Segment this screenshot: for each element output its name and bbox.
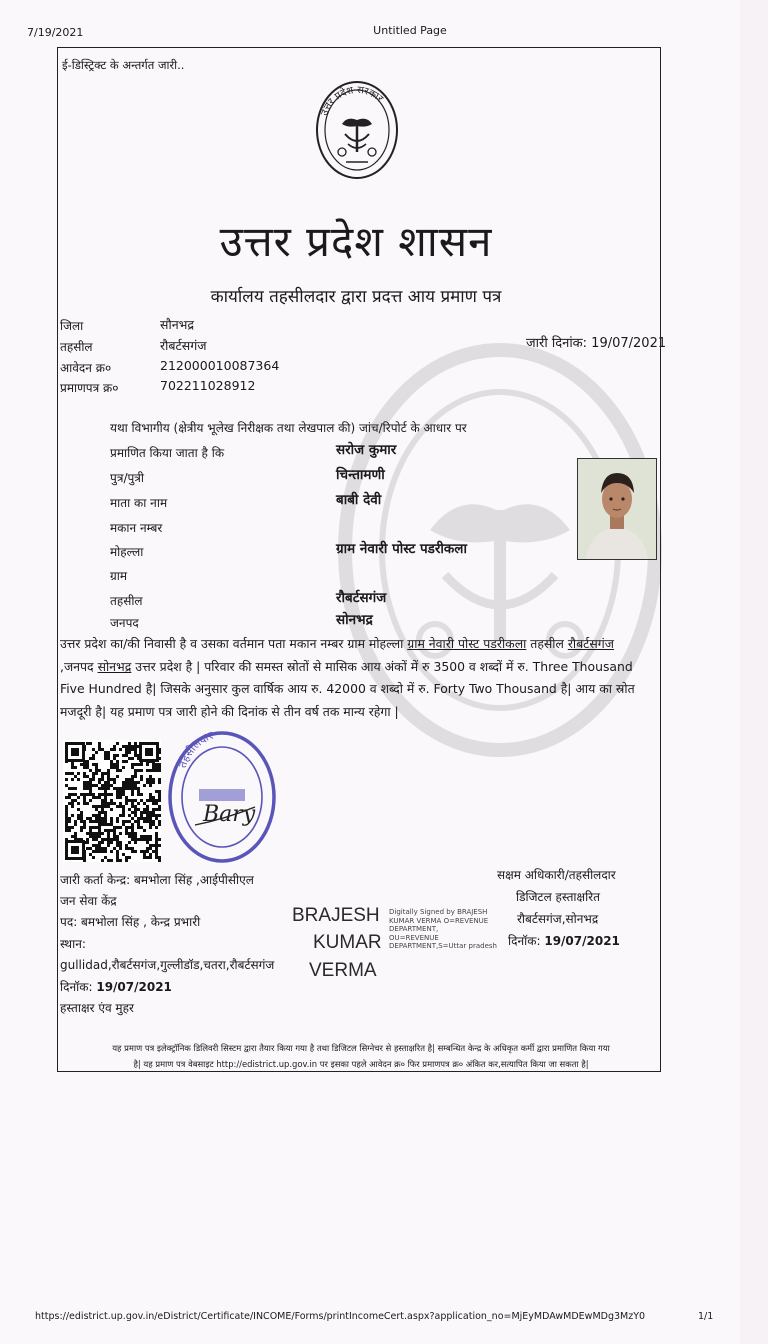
tehsil-field-label: तहसील bbox=[110, 594, 143, 608]
district-field-value: सोनभद्र bbox=[336, 612, 373, 628]
certificate-no-value: 702211028912 bbox=[160, 378, 256, 393]
print-url: https://edistrict.up.gov.in/eDistrict/Certificate/INCOME/Forms/printIncomeCert.aspx?application_no=MjEyMDAwMDEwMDg3MzY0 bbox=[35, 1311, 646, 1322]
svg-text:तहसीलदार: तहसीलदार bbox=[175, 728, 215, 770]
certificate-subtitle: कार्यालय तहसीलदार द्वारा प्रदत्त आय प्रमाण पत्र bbox=[210, 287, 502, 307]
page-edge bbox=[740, 0, 768, 1344]
district-value: सौनभद्र bbox=[160, 317, 195, 332]
intro-text: यथा विभागीय (क्षेत्रीय भूलेख निरीक्षक तथा लेखपाल की) जांच/रिपोर्ट के आधार पर bbox=[110, 421, 467, 435]
signer-name-2: KUMAR bbox=[313, 932, 382, 953]
service-center: जन सेवा केंद्र bbox=[60, 894, 117, 908]
official-seal-icon bbox=[165, 725, 280, 870]
sign-and-seal-label: हस्ताक्षर एंव मुहर bbox=[60, 1001, 134, 1015]
locality-label: मोहल्ला bbox=[110, 545, 144, 559]
mother-label: माता का नाम bbox=[110, 496, 168, 510]
applicant-photo bbox=[577, 458, 657, 560]
mother-name: बाबी देवी bbox=[336, 492, 382, 508]
body-part-1: उत्तर प्रदेश का/की निवासी है व उसका वर्तमान पता मकान नम्बर ग्राम मोहल्ला bbox=[60, 636, 408, 651]
body-locality: ग्राम नेवारी पोस्ट पडरीकला bbox=[407, 636, 527, 651]
issuer-date bbox=[60, 978, 172, 995]
body-tehsil: रौबर्टसगंज bbox=[567, 636, 614, 651]
district-field-label: जनपद bbox=[110, 616, 139, 630]
digital-signature-block bbox=[292, 905, 497, 993]
verification-note-1: यह प्रमाण पत्र इलेक्ट्रॉनिक डिलिवरी सिस्टम द्वारा तैयार किया गया है तथा डिजिटल सिग्नेचर से हस्ताक्षरित है| सम्बन्धित केन्द्र के अधिकृत कर्मी द्वारा प्रमाणित किया गया bbox=[112, 1043, 610, 1053]
place-label: स्थान: bbox=[60, 937, 86, 951]
body-part-3: ,जनपद bbox=[60, 658, 98, 674]
qr-code-icon bbox=[63, 740, 161, 862]
issuer-date-value: 19/07/2021 bbox=[96, 980, 172, 994]
print-date: 7/19/2021 bbox=[27, 26, 84, 39]
parent-label: पुत्र/पुत्री bbox=[110, 471, 145, 485]
issue-date: जारी दिनांक: 19/07/2021 bbox=[526, 336, 667, 351]
tehsil-label: तहसील bbox=[60, 340, 93, 354]
svg-text:Bary: Bary bbox=[203, 802, 256, 827]
certificate-no-label: प्रमाणपत्र क्र० bbox=[60, 381, 119, 395]
issuing-center: जारी कर्ता केन्द्र: बमभोला सिंह ,आईपीसीएल bbox=[60, 873, 254, 887]
competent-authority: सक्षम अधिकारी/तहसीलदार bbox=[497, 868, 616, 882]
signer-name-3: VERMA bbox=[309, 960, 377, 981]
parent-name: चिन्तामणी bbox=[336, 467, 385, 483]
verification-note-2: है| यह प्रमाण पत्र वेबसाइट http://edistrict.up.gov.in पर इसका पहले आवेदन क्र० फिर प्रमाणपत्र क्र० अंकित कर,सत्यापित किया जा सकता है| bbox=[133, 1059, 589, 1069]
locality-value: ग्राम नेवारी पोस्ट पडरीकला bbox=[336, 541, 467, 557]
body-district: सोनभद्र bbox=[97, 658, 132, 674]
authority-place: रौबर्टसगंज,सोनभद्र bbox=[517, 912, 599, 926]
place-value: gullidad,रौबर्टसगंज,गुल्लीडॉड,चतरा,रौबर्टसगंज bbox=[60, 958, 275, 972]
applicant-name: सरोज कुमार bbox=[336, 442, 397, 458]
house-no-label: मकान नम्बर bbox=[110, 521, 163, 535]
signature-details-1: Digitally Signed by BRAJESH KUMAR VERMA O=REVENUE DEPARTMENT, bbox=[389, 908, 489, 934]
signer-name-1: BRAJESH bbox=[292, 905, 380, 926]
authority-date-value: 19/07/2021 bbox=[544, 934, 620, 948]
district-label: जिला bbox=[60, 319, 84, 333]
print-title: Untitled Page bbox=[373, 24, 447, 37]
tehsil-value: रौबर्टसगंज bbox=[160, 338, 207, 353]
digitally-signed-label: डिजिटल हस्ताक्षरित bbox=[516, 890, 600, 904]
certified-label: प्रमाणित किया जाता है कि bbox=[110, 446, 225, 460]
svg-text:उत्तर प्रदेश सरकार: उत्तर प्रदेश सरकार bbox=[319, 84, 385, 118]
signature-details bbox=[389, 908, 499, 951]
application-no-label: आवेदन क्र० bbox=[60, 361, 112, 375]
issuer-date-label: दिनॉक: bbox=[60, 980, 93, 994]
authority-date-label: दिनॉक: bbox=[508, 934, 541, 948]
body-part-2: तहसील bbox=[526, 636, 568, 651]
page-number: 1/1 bbox=[698, 1311, 714, 1322]
tehsil-field-value: रौबर्टसगंज bbox=[336, 590, 387, 606]
authority-date bbox=[508, 932, 620, 949]
application-no-value: 212000010087364 bbox=[160, 358, 280, 373]
certificate-body bbox=[60, 633, 650, 723]
issued-under-text: ई-डिस्ट्रिक्ट के अन्तर्गत जारी.. bbox=[62, 58, 185, 72]
village-label: ग्राम bbox=[110, 569, 128, 583]
body-part-4: उत्तर प्रदेश है | परिवार की समस्त स्रोतों से मासिक आय अंकों में रु 3500 व शब्दों में रु. Three Thousand Five Hundred है| जिसके अनुसार कुल वार्षिक आय रु. 42000 व शब्दो में रु. Forty Two Thousand है| आय का स्रोत मजदूरी है| यह प्रमाण पत्र जारी होने की दिनांक से तीन वर्ष तक मान्य रहेगा | bbox=[60, 658, 635, 719]
signature-details-2: OU=REVENUE DEPARTMENT,S=Uttar pradesh bbox=[389, 933, 497, 951]
up-emblem-icon bbox=[312, 78, 402, 188]
government-heading: उत्तर प्रदेश शासन bbox=[219, 217, 493, 266]
issuer-post: पद: बमभोला सिंह , केन्द्र प्रभारी bbox=[60, 915, 201, 929]
verification-note bbox=[66, 1040, 656, 1072]
